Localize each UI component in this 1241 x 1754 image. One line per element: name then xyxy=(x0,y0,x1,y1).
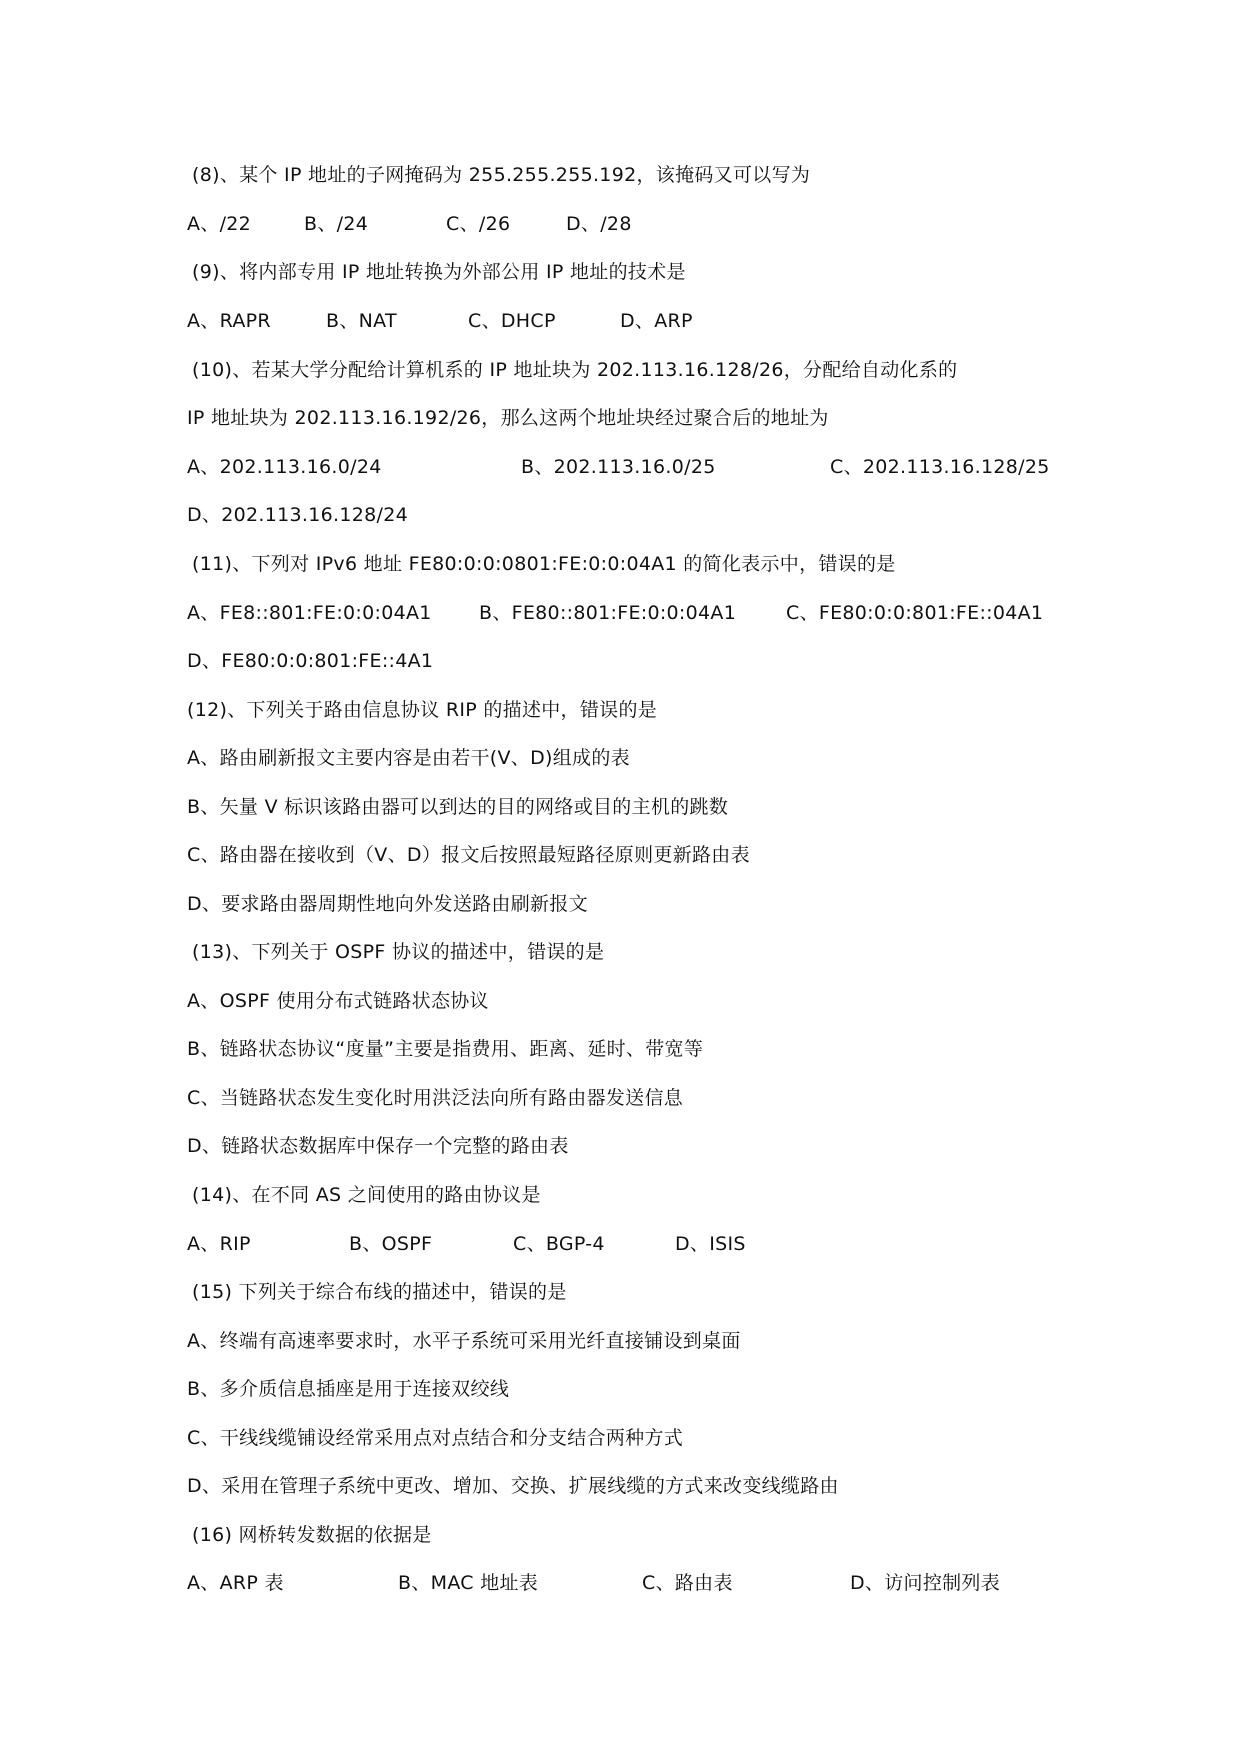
q11-option-b: B、FE80::801:FE:0:0:04A1 xyxy=(479,602,737,624)
q12-option-b: B、矢量 V 标识该路由器可以到达的目的网络或目的主机的跳数 xyxy=(187,796,729,818)
q13-option-b: B、链路状态协议“度量”主要是指费用、距离、延时、带宽等 xyxy=(187,1038,704,1060)
q8-option-d: D、/28 xyxy=(566,213,632,235)
question-12: (12)、下列关于路由信息协议 RIP 的描述中，错误的是 xyxy=(187,699,658,721)
q10-option-a: A、202.113.16.0/24 xyxy=(187,456,382,478)
q10-option-b: B、202.113.16.0/25 xyxy=(521,456,716,478)
q9-option-d: D、ARP xyxy=(620,310,693,332)
q12-option-a: A、路由刷新报文主要内容是由若干(V、D)组成的表 xyxy=(187,747,630,769)
q9-option-a: A、RAPR xyxy=(187,310,271,332)
q16-option-a: A、ARP 表 xyxy=(187,1572,284,1594)
question-16: (16) 网桥转发数据的依据是 xyxy=(192,1524,432,1546)
q8-option-a: A、/22 xyxy=(187,213,252,235)
q12-option-c: C、路由器在接收到（V、D）报文后按照最短路径原则更新路由表 xyxy=(187,844,750,866)
q16-option-d: D、访问控制列表 xyxy=(850,1572,1001,1594)
q14-option-d: D、ISIS xyxy=(675,1233,746,1255)
q16-option-c: C、路由表 xyxy=(642,1572,733,1594)
q14-option-c: C、BGP-4 xyxy=(513,1233,605,1255)
question-11: (11)、下列对 IPv6 地址 FE80:0:0:0801:FE:0:0:04A1 的简化表示中，错误的是 xyxy=(192,553,896,575)
q14-option-b: B、OSPF xyxy=(349,1233,433,1255)
q9-option-b: B、NAT xyxy=(326,310,397,332)
q9-option-c: C、DHCP xyxy=(468,310,556,332)
q8-option-c: C、/26 xyxy=(446,213,511,235)
q14-option-a: A、RIP xyxy=(187,1233,251,1255)
q15-option-d: D、采用在管理子系统中更改、增加、交换、扩展线缆的方式来改变线缆路由 xyxy=(187,1475,839,1497)
question-14: (14)、在不同 AS 之间使用的路由协议是 xyxy=(192,1184,541,1206)
question-13: (13)、下列关于 OSPF 协议的描述中，错误的是 xyxy=(192,941,605,963)
q13-option-d: D、链路状态数据库中保存一个完整的路由表 xyxy=(187,1135,569,1157)
question-10-line-1: (10)、若某大学分配给计算机系的 IP 地址块为 202.113.16.128/26，分配给自动化系的 xyxy=(192,359,958,381)
q15-option-a: A、终端有高速率要求时，水平子系统可采用光纤直接铺设到桌面 xyxy=(187,1330,741,1352)
q13-option-c: C、当链路状态发生变化时用洪泛法向所有路由器发送信息 xyxy=(187,1087,684,1109)
question-15: (15) 下列关于综合布线的描述中，错误的是 xyxy=(192,1281,567,1303)
q10-option-c: C、202.113.16.128/25 xyxy=(830,456,1050,478)
q15-option-c: C、干线线缆铺设经常采用点对点结合和分支结合两种方式 xyxy=(187,1427,684,1449)
q13-option-a: A、OSPF 使用分布式链路状态协议 xyxy=(187,990,489,1012)
q10-option-d: D、202.113.16.128/24 xyxy=(187,504,408,526)
q11-option-a: A、FE8::801:FE:0:0:04A1 xyxy=(187,602,432,624)
q16-option-b: B、MAC 地址表 xyxy=(398,1572,539,1594)
q12-option-d: D、要求路由器周期性地向外发送路由刷新报文 xyxy=(187,893,588,915)
question-9: (9)、将内部专用 IP 地址转换为外部公用 IP 地址的技术是 xyxy=(192,261,686,283)
q11-option-d: D、FE80:0:0:801:FE::4A1 xyxy=(187,650,434,672)
q11-option-c: C、FE80:0:0:801:FE::04A1 xyxy=(786,602,1044,624)
q15-option-b: B、多介质信息插座是用于连接双绞线 xyxy=(187,1378,510,1400)
question-10-line-2: IP 地址块为 202.113.16.192/26，那么这两个地址块经过聚合后的地址为 xyxy=(187,407,829,429)
question-8: (8)、某个 IP 地址的子网掩码为 255.255.255.192，该掩码又可以写为 xyxy=(192,164,811,186)
q8-option-b: B、/24 xyxy=(304,213,369,235)
